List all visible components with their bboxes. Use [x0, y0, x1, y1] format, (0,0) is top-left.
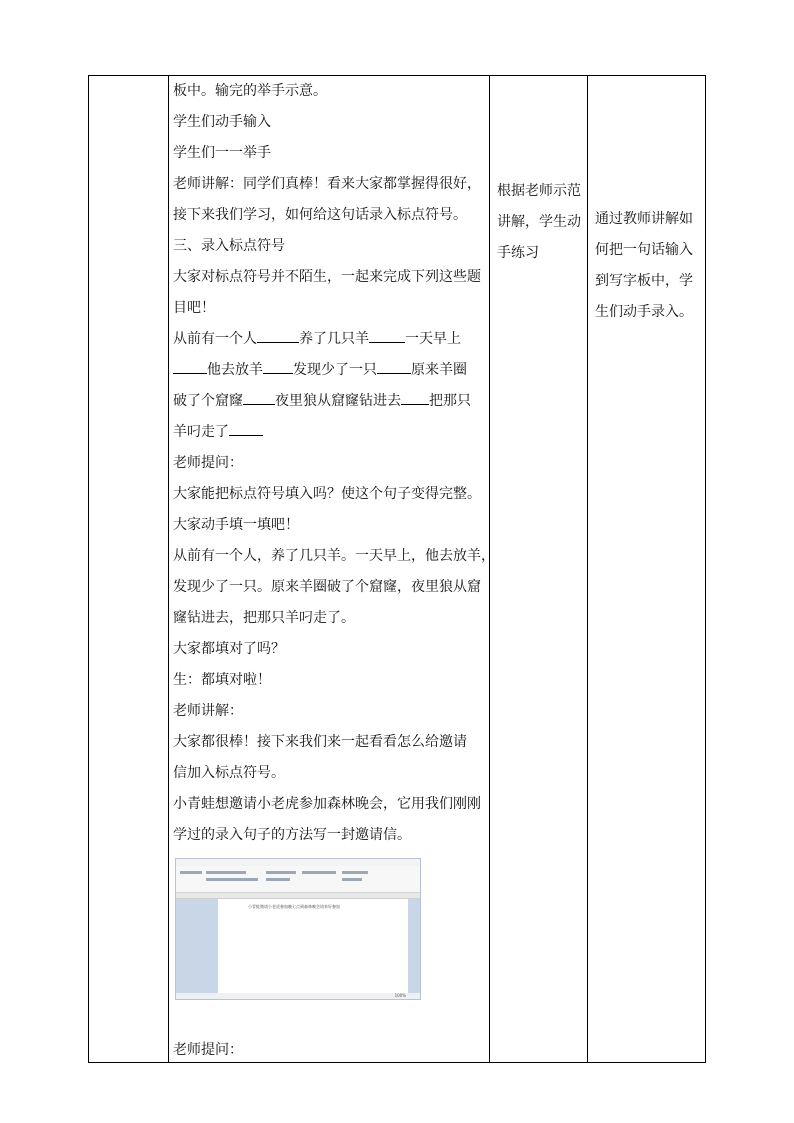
text-line: 接下来我们学习，如何给这句话录入标点符号。: [173, 207, 467, 223]
text-line: 何把一句话输入: [595, 242, 693, 258]
blank-segment: 养了几只羊: [299, 331, 369, 347]
blank-segment: 一天早上: [405, 331, 461, 347]
text-line: 大家都很棒！接下来我们来一起看看怎么给邀请: [173, 734, 467, 750]
text-line: 根据老师示范: [497, 183, 581, 199]
text-line: 窿钻进去，把那只羊叼走了。: [173, 610, 355, 626]
text-line: 学生们一一举手: [173, 145, 271, 161]
text-line: 学过的录入句子的方法写一封邀请信。: [173, 827, 411, 843]
column-divider: [489, 76, 490, 1062]
blank-segment: 发现少了一只: [293, 362, 377, 378]
text-line: 发现少了一只。原来羊圈破了个窟窿，夜里狼从窟: [173, 579, 481, 595]
section-heading: 三、录入标点符号: [173, 238, 285, 254]
text-line: 大家动手填一填吧！: [173, 517, 299, 533]
blank: [377, 359, 411, 374]
blank-segment: 破了个窟窿: [173, 393, 243, 409]
blank: [257, 328, 299, 343]
text-line: 老师提问：: [173, 455, 243, 471]
design-intent-cell: [595, 204, 703, 328]
lesson-table: [88, 75, 706, 1063]
text-line: 小青蛙想邀请小老虎参加森林晚会，它用我们刚刚: [173, 796, 481, 812]
text-line: 目吧！: [173, 300, 215, 316]
blank: [401, 390, 429, 405]
text-line: 老师讲解：同学们真棒！看来大家都掌握得很好，: [173, 176, 481, 192]
blank-segment: 他去放羊: [207, 362, 263, 378]
blank: [229, 421, 263, 436]
column-divider: [168, 76, 169, 1062]
blank-segment: 原来羊圈: [411, 362, 467, 378]
teacher-activity-cell: [173, 76, 495, 851]
blank-segment: 夜里狼从窟窿钻进去: [275, 393, 401, 409]
text-line: 手练习: [497, 245, 539, 261]
fill-blank-line: [173, 386, 483, 417]
fill-blank-line: [173, 355, 483, 386]
text-line: 从前有一个人，养了几只羊。一天早上，他去放羊，: [173, 548, 495, 564]
text-line: 讲解，学生动: [497, 214, 581, 230]
screenshot-document-page: [218, 899, 408, 993]
text-line: 大家都填对了吗？: [173, 641, 285, 657]
text-line: 通过教师讲解如: [595, 211, 693, 227]
screenshot-document-text: 小青蛙邀请小老虎参加晚七点到森林晚会请来好参加: [248, 904, 340, 909]
text-line: 老师讲解：: [173, 703, 243, 719]
text-line: 到写字板中，学: [595, 273, 693, 289]
screenshot-titlebar: [176, 859, 420, 866]
student-activity-cell: [497, 176, 589, 269]
text-line: 生：都填对啦！: [173, 672, 271, 688]
wordpad-screenshot: [175, 858, 421, 1000]
text-line: 生们动手录入。: [595, 304, 693, 320]
blank: [369, 328, 405, 343]
blank: [263, 359, 293, 374]
fill-blank-line: [173, 417, 483, 448]
screenshot-statusbar: [176, 993, 420, 999]
blank-segment: 从前有一个人: [173, 331, 257, 347]
blank-segment: 羊叼走了: [173, 424, 229, 440]
blank: [173, 359, 207, 374]
fill-blank-line: [173, 324, 483, 355]
text-line: 大家能把标点符号填入吗？使这个句子变得完整。: [173, 486, 481, 502]
blank-segment: 把那只: [429, 393, 471, 409]
screenshot-ribbon: [176, 866, 420, 893]
blank: [243, 390, 275, 405]
text-line: 大家对标点符号并不陌生，一起来完成下列这些题: [173, 269, 481, 285]
text-line: 板中。输完的举手示意。: [173, 83, 327, 99]
text-line: 老师提问：: [173, 1042, 243, 1058]
text-line: 学生们动手输入: [173, 114, 271, 130]
screenshot-zoom: 100%: [394, 993, 406, 998]
text-line: 信加入标点符号。: [173, 765, 285, 781]
